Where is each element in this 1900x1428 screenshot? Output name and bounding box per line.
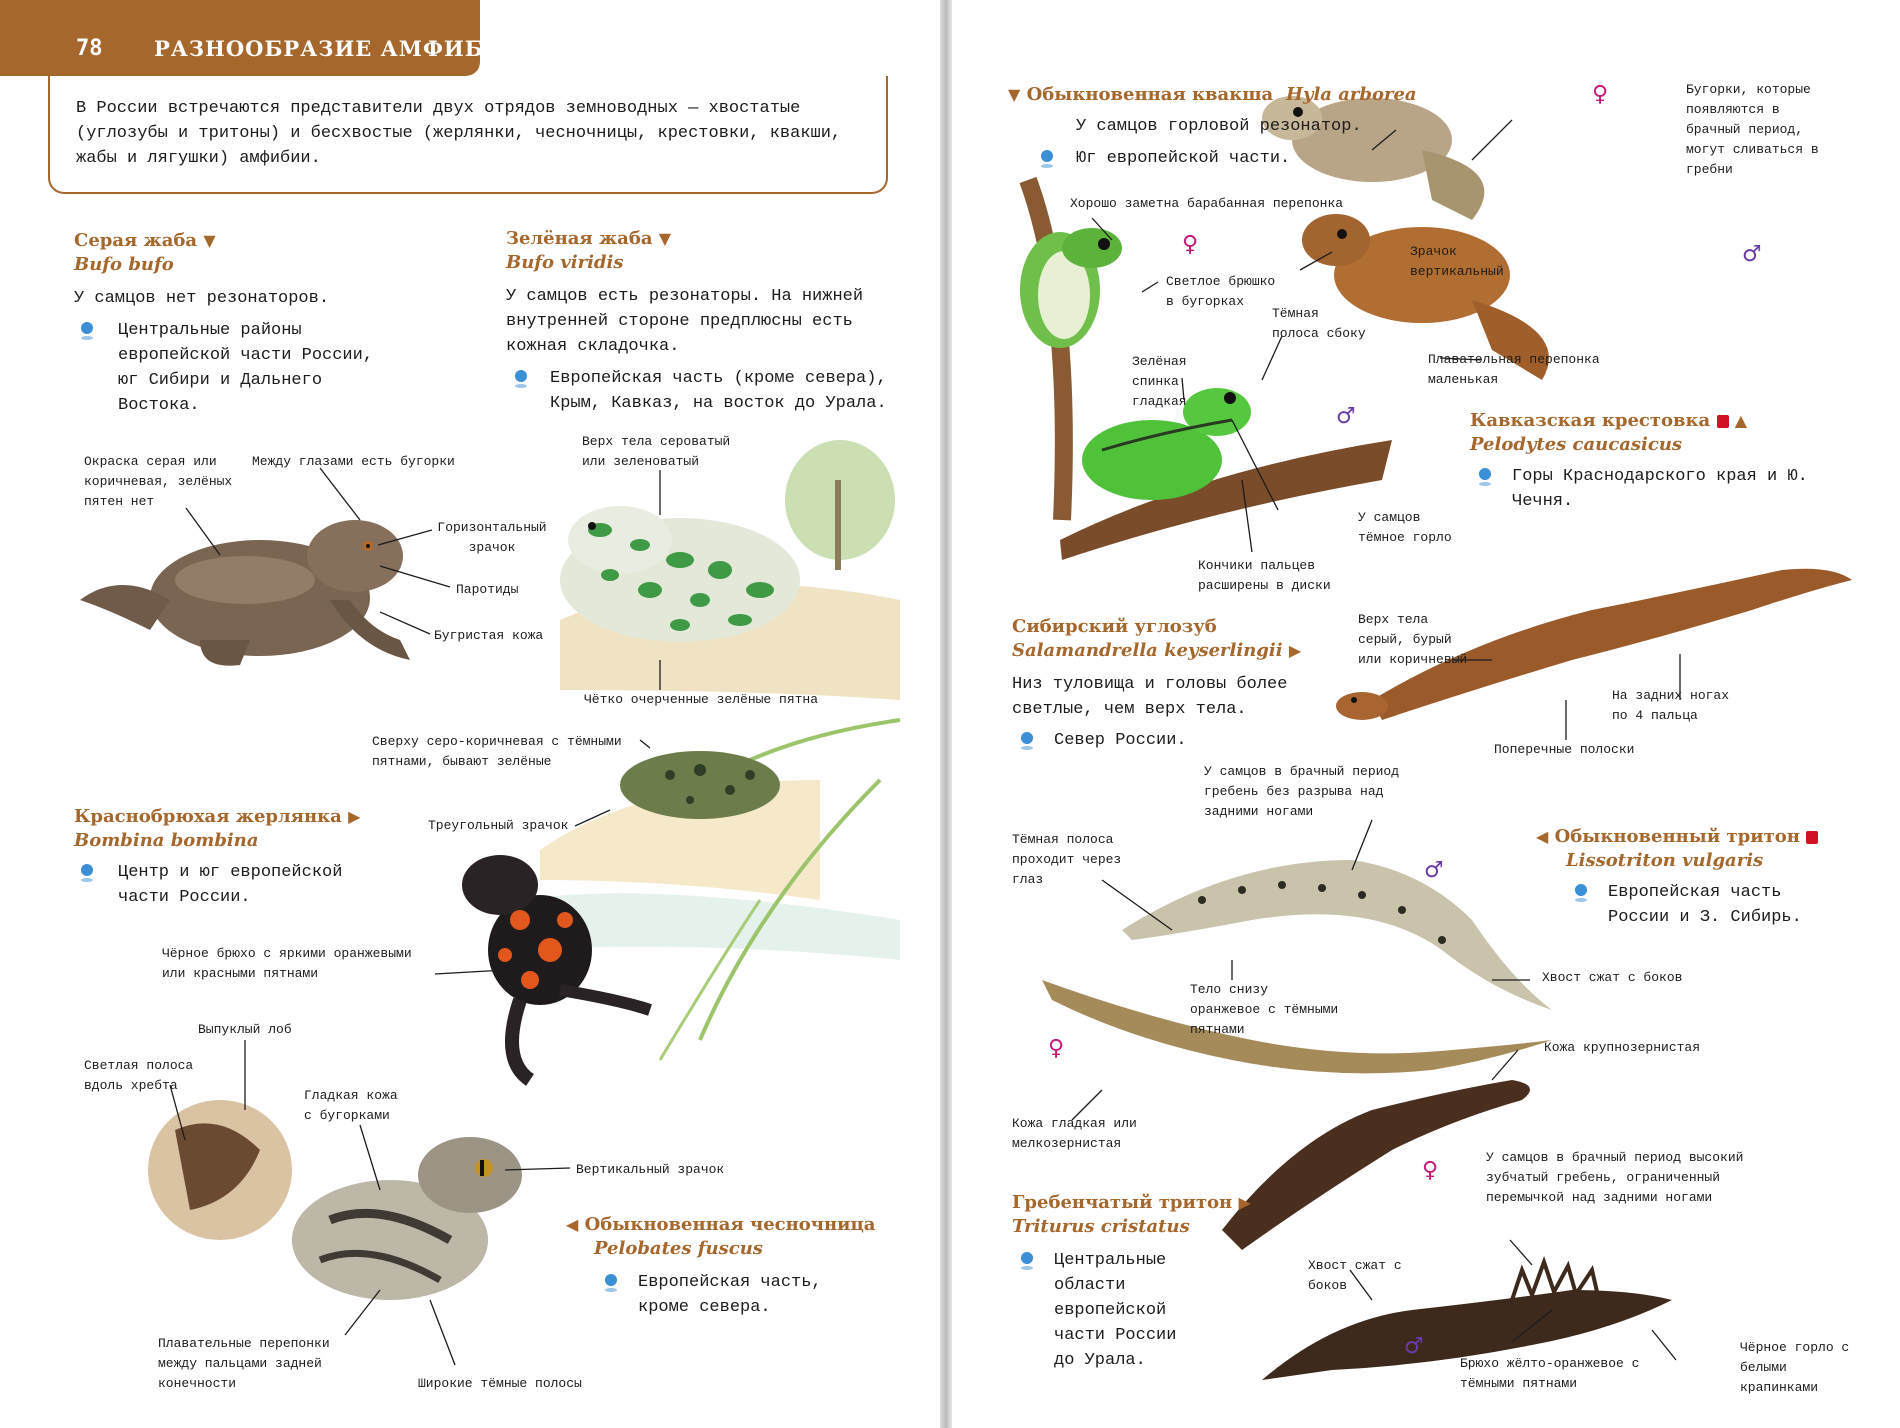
common-toad-latin: Bufo bufo: [74, 254, 174, 275]
tree-frog-name: ▼ Обыкновенная квакша: [1008, 84, 1274, 105]
crested-newt-latin: Triturus cristatus: [1012, 1216, 1190, 1237]
spadefoot-label-skin: Гладкая кожа с бугорками: [304, 1088, 398, 1123]
tree-frog-label-side: Тёмная полоса сбоку: [1272, 306, 1366, 341]
spadefoot-label-forehead: Выпуклый лоб: [198, 1022, 292, 1037]
green-toad-label-spots: Чётко очерченные зелёные пятна: [584, 692, 819, 707]
green-toad-range: Европейская часть (кроме севера), Крым, Кавказ, на восток до Урала.: [550, 369, 887, 413]
left-page: [0, 0, 940, 1428]
location-pin-icon: [1020, 1252, 1034, 1270]
crested-newt-label-belly: Брюхо жёлто-оранжевое с тёмными пятнами: [1460, 1356, 1640, 1391]
page-number: 78: [76, 36, 103, 61]
arrow-right-icon: ▶: [1288, 641, 1302, 660]
parsley-frog-label-webbing: Плавательная перепонка маленькая: [1428, 352, 1600, 387]
smooth-newt-label-eye-stripe: Тёмная полоса проходит через глаз: [1012, 832, 1122, 887]
arrow-down-icon: ▼: [1008, 85, 1021, 104]
fire-bellied-label-belly: Чёрное брюхо с яркими оранжевыми или красными пятнами: [162, 946, 412, 981]
fire-bellied-latin: Bombina bombina: [74, 830, 259, 851]
female-icon: ♀: [1048, 1036, 1065, 1061]
smooth-newt-latin: Lissotriton vulgaris: [1566, 850, 1764, 871]
parsley-frog-range: Горы Краснодарского края и Ю. Чечня.: [1512, 467, 1808, 511]
green-toad-latin: Bufo viridis: [506, 252, 624, 273]
smooth-newt-range: Европейская часть России и З. Сибирь.: [1608, 883, 1802, 927]
common-toad-name: Серая жаба ▼: [74, 230, 216, 251]
green-toad-label-top: Верх тела сероватый или зеленоватый: [582, 434, 731, 469]
crested-newt-label-throat: Чёрное горло с белыми крапинками: [1740, 1340, 1850, 1395]
tree-frog-label-belly: Светлое брюшко в бугорках: [1166, 274, 1276, 309]
crested-newt-name: Гребенчатый тритон ▶: [1012, 1192, 1251, 1213]
parsley-frog-name: Кавказская крестовка ▲: [1470, 410, 1748, 431]
tree-frog-label-toes: Кончики пальцев расширены в диски: [1198, 558, 1331, 593]
common-toad-description: У самцов нет резонаторов.: [74, 289, 330, 308]
fire-bellied-label-top: Сверху серо-коричневая с тёмными пятнами, бывают зелёные: [372, 734, 622, 769]
green-toad-name: Зелёная жаба ▼: [506, 228, 672, 249]
arrow-down-icon: ▼: [658, 229, 672, 248]
tree-frog-description: У самцов горловой резонатор.: [1076, 117, 1362, 136]
common-toad-illustration: [80, 520, 410, 666]
siberian-salamander-range: Север России.: [1054, 731, 1187, 750]
intro-text: В России встречаются представители двух отрядов земноводных — хвостатые (углозубы и тритоны) и бесхвостые (жерлянки, чесночницы, крестовки, квакши, жабы и лягушки) амфибии.: [76, 99, 842, 168]
common-toad-label-skin: Бугристая кожа: [434, 628, 544, 643]
crested-newt-label-skin: Кожа крупнозернистая: [1544, 1040, 1701, 1055]
common-toad-label-bumps: Между глазами есть бугорки: [252, 454, 455, 469]
section-title: РАЗНООБРАЗИЕ АМФИБИЙ: [154, 36, 526, 61]
spadefoot-label-webbing: Плавательные перепонки между пальцами задней конечности: [158, 1336, 330, 1391]
common-toad-range: Центральные районы европейской части России, юг Сибири и Дальнего Востока.: [118, 321, 374, 415]
crested-newt-label-crest: У самцов в брачный период высокий зубчатый гребень, ограниченный перемычкой над задними ногами: [1486, 1150, 1744, 1205]
red-book-icon: [1806, 831, 1818, 844]
male-icon: ♂: [1404, 1334, 1424, 1359]
fire-bellied-name: Краснобрюхая жерлянка ▶: [74, 806, 361, 827]
smooth-newt-label-crest: У самцов в брачный период гребень без разрыва над задними ногами: [1204, 764, 1400, 819]
fire-bellied-label-pupil: Треугольный зрачок: [428, 818, 569, 833]
siberian-salamander-latin: Salamandrella keyserlingii ▶: [1012, 640, 1302, 661]
siberian-salamander-label-top: Верх тела серый, бурый или коричневый: [1358, 612, 1468, 667]
green-toad-illustration: [560, 440, 900, 700]
common-toad-label-parotoid: Паротиды: [456, 582, 519, 597]
fire-bellied-range: Центр и юг европейской части России.: [118, 863, 343, 907]
arrow-left-icon: ◀: [566, 1215, 579, 1234]
location-pin-icon: [604, 1274, 618, 1292]
location-pin-icon: [80, 322, 94, 340]
spadefoot-name: ◀ Обыкновенная чесночница: [566, 1214, 876, 1235]
male-icon: ♂: [1336, 404, 1356, 429]
location-pin-icon: [80, 864, 94, 882]
tree-frog-label-eardrum: Хорошо заметна барабанная перепонка: [1070, 196, 1344, 211]
smooth-newt-label-belly: Тело снизу оранжевое с тёмными пятнами: [1190, 982, 1339, 1037]
location-pin-icon: [1020, 732, 1034, 750]
crested-newt-label-tail: Хвост сжат с боков: [1308, 1258, 1402, 1293]
siberian-salamander-label-stripes: Поперечные полоски: [1494, 742, 1635, 757]
female-icon: ♀: [1182, 232, 1199, 257]
parsley-frog-label-pupil: Зрачок вертикальный: [1410, 244, 1504, 279]
parsley-frog-label-bumps: Бугорки, которые появляются в брачный период, могут сливаться в гребни: [1686, 82, 1819, 177]
location-pin-icon: [514, 370, 528, 388]
spadefoot-illustration: [148, 1100, 522, 1300]
tree-frog-label-back: Зелёная спинка гладкая: [1132, 354, 1187, 409]
spadefoot-label-stripe: Светлая полоса вдоль хребта: [84, 1058, 194, 1093]
arrow-right-icon: ▶: [1238, 1193, 1251, 1212]
location-pin-icon: [1040, 150, 1054, 168]
female-icon: ♀: [1422, 1158, 1439, 1183]
common-toad-label-color: Окраска серая или коричневая, зелёных пятен нет: [84, 454, 233, 509]
arrow-down-icon: ▼: [203, 231, 216, 250]
spadefoot-latin: Pelobates fuscus: [594, 1238, 763, 1259]
book-spine: [940, 0, 952, 1428]
location-pin-icon: [1478, 468, 1492, 486]
siberian-salamander-label-toes: На задних ногах по 4 пальца: [1612, 688, 1730, 723]
siberian-salamander-description: Низ туловища и головы более светлые, чем верх тела.: [1012, 675, 1288, 719]
smooth-newt-label-tail: Хвост сжат с боков: [1542, 970, 1683, 985]
male-icon: ♂: [1742, 242, 1762, 267]
arrow-up-icon: ▲: [1734, 411, 1748, 430]
male-icon: ♂: [1424, 858, 1444, 883]
right-page: [952, 0, 1900, 1428]
tree-frog-latin: Hyla arborea: [1286, 84, 1417, 105]
arrow-left-icon: ◀: [1536, 827, 1549, 846]
smooth-newt-label-skin: Кожа гладкая или мелкозернистая: [1012, 1116, 1137, 1151]
common-toad-label-pupil: Горизонтальный зрачок: [437, 520, 547, 555]
tree-frog-label-throat: У самцов тёмное горло: [1358, 510, 1452, 545]
spadefoot-range: Европейская часть, кроме севера.: [638, 1273, 822, 1317]
spadefoot-label-bands: Широкие тёмные полосы: [418, 1376, 582, 1391]
siberian-salamander-name: Сибирский углозуб: [1012, 616, 1217, 637]
parsley-frog-latin: Pelodytes caucasicus: [1470, 434, 1683, 455]
crested-newt-range: Центральные области европейской части России до Урала.: [1054, 1251, 1177, 1370]
female-icon: ♀: [1592, 82, 1609, 107]
spadefoot-label-pupil: Вертикальный зрачок: [576, 1162, 725, 1177]
arrow-right-icon: ▶: [348, 807, 361, 826]
location-pin-icon: [1574, 884, 1588, 902]
tree-frog-range: Юг европейской части.: [1076, 149, 1291, 168]
smooth-newt-name: ◀ Обыкновенный тритон: [1536, 826, 1818, 847]
crested-newt-illustration: [1222, 1080, 1672, 1380]
fire-bellied-toad-illustration: [462, 720, 900, 1080]
green-toad-description: У самцов есть резонаторы. На нижней внутренней стороне предплюсны есть кожная складочка.: [506, 287, 864, 356]
red-book-icon: [1717, 415, 1729, 428]
